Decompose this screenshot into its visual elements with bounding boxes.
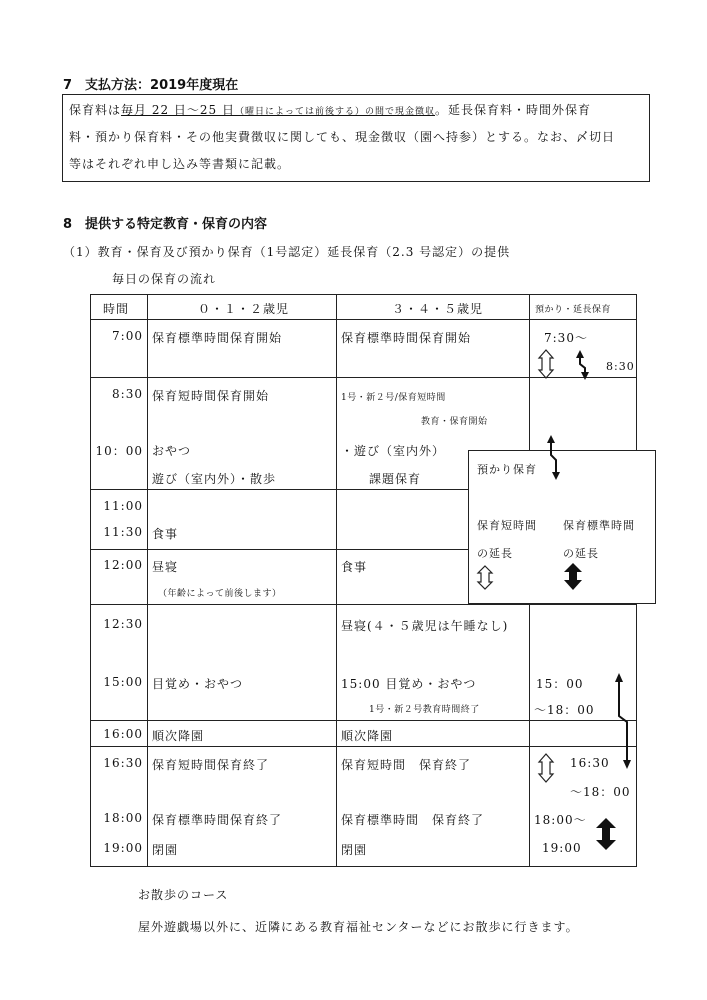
cell-text: 昼寝(４・５歳児は午睡なし) (341, 619, 509, 633)
cell-text: 教育・保育開始 (421, 417, 488, 427)
section8-title: 8 提供する特定教育・保育の内容 (63, 217, 268, 232)
cell-time: 11:00 (103, 499, 143, 513)
payment-line-1b: 毎月 22 日〜25 日 (121, 103, 235, 117)
cell-text: 食事 (341, 560, 368, 574)
cell-text: 保育短時間 保育終了 (341, 758, 472, 772)
cell-time: 16:30 (103, 756, 143, 770)
zigzag-double-arrow-icon (615, 673, 631, 769)
cell-text: 保育標準時間保育開始 (152, 331, 283, 345)
payment-line-1c: （曜日によっては前後する）の間で現金徴収 (235, 107, 436, 117)
legend-standard-a: 保育標準時間 (563, 519, 635, 532)
hollow-double-arrow-icon (539, 754, 553, 782)
cell-time: 19:00 (103, 841, 143, 855)
cell-time: 12:30 (103, 617, 143, 631)
payment-line-3: 等はそれぞれ申し込み等書類に記載。 (69, 157, 291, 171)
cell-time: 12:00 (103, 558, 143, 572)
cell-text: 7:30〜 (544, 331, 588, 345)
section7-title: 7 支払方法：2019年度現在 (63, 78, 239, 93)
cell-time: 15:00 (103, 675, 143, 689)
cell-text: 1号・新２号/保育短時間 (341, 393, 446, 403)
cell-text: 保育短時間保育終了 (152, 758, 270, 772)
payment-line-2: 料・預かり保育料・その他実費徴収に関しても、現金徴収（園へ持参）とする。なお、〆切日 (69, 130, 616, 144)
walk-course-text: 屋外遊戯場以外に、近隣にある教育福祉センターなどにお散歩に行きます。 (138, 920, 579, 934)
cell-text: 保育標準時間保育開始 (341, 331, 472, 345)
cell-time: 10：00 (95, 444, 143, 458)
section8-subtitle: （1）教育・保育及び預かり保育（1号認定）延長保育（2.3 号認定）の提供 (63, 245, 511, 259)
legend-standard-b: の延長 (563, 547, 599, 560)
cell-text: 順次降園 (341, 729, 394, 743)
time-700: 7:00 (112, 329, 143, 343)
cell-text: 15:00 目覚め・おやつ (341, 677, 477, 691)
cell-text: 保育標準時間 保育終了 (341, 813, 485, 827)
cell-text: 食事 (152, 527, 179, 541)
header-older: ３・４・５歳児 (392, 302, 484, 316)
cell-text: 閉園 (341, 843, 368, 857)
cell-text: 保育標準時間保育終了 (152, 813, 283, 827)
legend-short-a: 保育短時間 (477, 519, 537, 532)
cell-text: 19:00 (542, 841, 582, 855)
hollow-double-arrow-icon (478, 566, 492, 589)
cell-text: 順次降園 (152, 729, 205, 743)
payment-line-1a: 保育料は (69, 103, 122, 117)
hollow-double-arrow-icon (539, 350, 553, 378)
cell-time: 16:00 (103, 727, 143, 741)
cell-text: ・遊び（室内外） (341, 444, 446, 458)
legend-title: 預かり保育 (477, 463, 537, 476)
cell-text: おやつ (152, 444, 192, 458)
zigzag-double-arrow-icon (547, 435, 560, 480)
solid-double-arrow-icon (564, 563, 582, 590)
walk-course-caption: お散歩のコース (138, 888, 229, 902)
cell-text: 閉園 (152, 843, 179, 857)
legend-short-b: の延長 (477, 547, 513, 560)
cell-time: 11:30 (103, 525, 143, 539)
zigzag-double-arrow-icon (576, 350, 589, 380)
header-infant: ０・１・２歳児 (198, 302, 290, 316)
cell-time: 18:00 (103, 811, 143, 825)
cell-text: 16:30 (570, 756, 610, 770)
cell-text: 〜18：00 (534, 703, 595, 717)
cell-text: （年齢によって前後します） (158, 589, 282, 599)
cell-time: 8:30 (112, 387, 143, 401)
cell-text: 〜18：00 (570, 785, 631, 799)
solid-double-arrow-icon (596, 818, 616, 850)
cell-text: 1号・新２号教育時間終了 (369, 705, 480, 715)
header-extended: 預かり・延長保育 (535, 305, 612, 315)
flow-caption: 毎日の保育の流れ (112, 272, 217, 286)
cell-text: 18:00〜 (534, 813, 587, 827)
cell-text: 遊び（室内外）・散歩 (152, 472, 277, 486)
cell-text: 昼寝 (152, 560, 179, 574)
cell-text: 8:30 (606, 360, 635, 373)
header-time: 時間 (103, 302, 130, 316)
cell-text: 課題保育 (369, 472, 422, 486)
cell-text: 保育短時間保育開始 (152, 389, 270, 403)
cell-text: 目覚め・おやつ (152, 677, 244, 691)
cell-text: 15：00 (536, 677, 584, 691)
payment-line-1d: 。延長保育料・時間外保育 (435, 103, 592, 117)
